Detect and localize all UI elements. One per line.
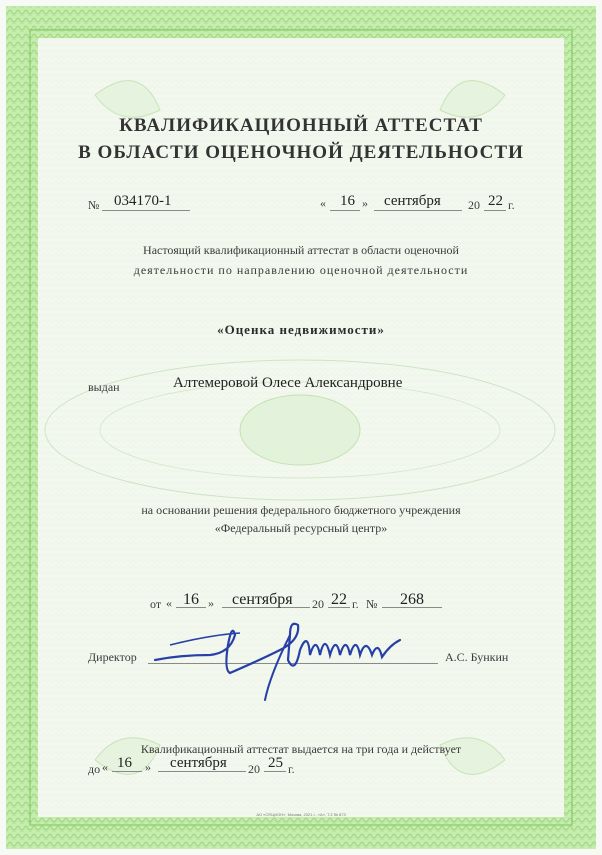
valid-suffix: г. (288, 762, 295, 776)
valid-day: 16 (117, 755, 132, 771)
intro-line-1: Настоящий квалификационный аттестат в области оценочной (143, 243, 459, 257)
decision-year: 22 (331, 591, 347, 608)
date-day: 16 (340, 193, 355, 209)
date-suffix: г. (508, 198, 515, 212)
director-name: А.С. Бункин (445, 650, 509, 664)
printer-imprint: АО «ОПЦИОН», Москва, 2021 г., «А», Т.3 № 873 (256, 812, 346, 817)
date-close-quote: » (362, 196, 368, 210)
valid-to-label: до (88, 762, 101, 776)
date-century: 20 (468, 198, 480, 212)
issued-to-name: Алтемеровой Олесе Александровне (173, 375, 403, 391)
valid-month: сентября (170, 755, 227, 771)
number-label: № (88, 198, 100, 212)
decision-open-quote: « (166, 596, 172, 610)
title-line-1: КВАЛИФИКАЦИОННЫЙ АТТЕСТАТ (119, 115, 483, 136)
decision-month: сентября (232, 591, 293, 608)
director-signature (150, 615, 430, 705)
date-year: 22 (488, 193, 503, 209)
decision-number: 268 (400, 591, 424, 608)
date-month: сентября (384, 193, 441, 209)
valid-year: 25 (268, 755, 283, 771)
valid-open-quote: « (102, 760, 108, 774)
valid-century: 20 (248, 762, 260, 776)
valid-close-quote: » (145, 760, 151, 774)
certificate-number: 034170-1 (114, 193, 172, 209)
basis-line-1: на основании решения федерального бюджетного учреждения (141, 503, 461, 517)
decision-close-quote: » (208, 596, 214, 610)
decision-century: 20 (312, 597, 324, 611)
intro-line-2: деятельности по направлению оценочной деятельности (133, 263, 469, 277)
basis-line-2: «Федеральный ресурсный центр» (214, 521, 388, 535)
decision-suffix: г. (352, 597, 359, 611)
date-open-quote: « (320, 196, 326, 210)
director-label: Директор (88, 650, 137, 664)
direction-title: «Оценка недвижимости» (217, 322, 385, 337)
title-line-2: В ОБЛАСТИ ОЦЕНОЧНОЙ ДЕЯТЕЛЬНОСТИ (78, 142, 524, 163)
decision-from-label: от (150, 597, 162, 611)
validity-line: Квалификационный аттестат выдается на три года и действует (140, 742, 462, 756)
decision-number-label: № (366, 597, 378, 611)
issued-label: выдан (88, 380, 120, 394)
decision-day: 16 (183, 591, 199, 608)
